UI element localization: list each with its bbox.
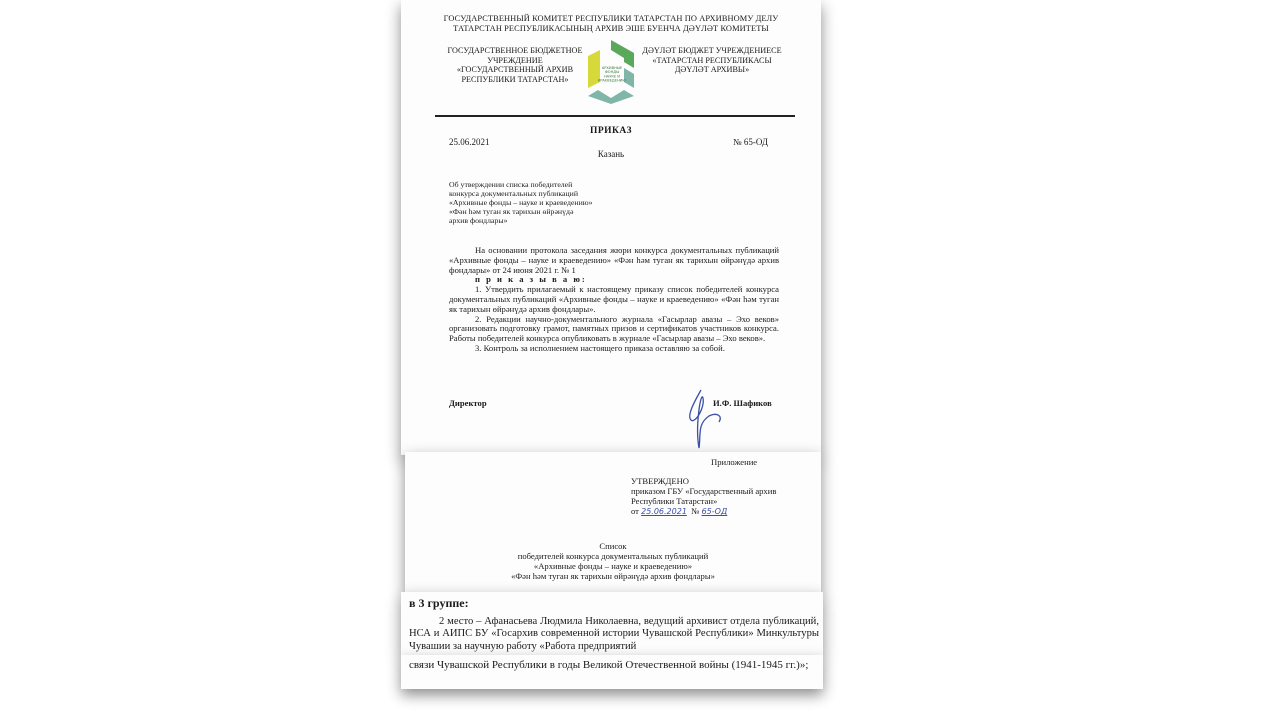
list-title: Список — [599, 541, 627, 551]
handwritten-number: 65-ОД — [701, 507, 728, 516]
annex-page — [405, 452, 821, 592]
order-body — [449, 246, 779, 354]
handwritten-date: 25.06.2021 — [641, 507, 687, 516]
logo-text: АРХИВНЫЕ ФОНДЫ НАУКЕ И КРАЕВЕДЕНИЮ — [597, 66, 627, 83]
subject-line: архив фондлары» — [449, 216, 508, 225]
winner-entry: 2 место – Афанасьева Людмила Николаевна, ведущий архивист отдела публикаций, НСА и АИПС БУ «Госархив современной истории Чувашской Республики» Минкультуры Чувашии за научную работу «Работа предприятий — [409, 616, 819, 652]
approval-block — [631, 476, 801, 517]
committee-header-tt: ТАТАРСТАН РЕСПУБЛИКАСЫНЫҢ АРХИВ ЭШЕ БУЕНЧА ДӘҮЛӘТ КОМИТЕТЫ — [453, 23, 769, 33]
approval-date-line — [631, 506, 801, 517]
approved-stamp: УТВЕРЖДЕНО — [631, 476, 690, 486]
winner-entry-continued: связи Чувашской Республики в годы Великой Отечественной войны (1941-1945 гг.)»; — [409, 659, 809, 671]
document-title: ПРИКАЗ — [589, 126, 633, 136]
number-prefix: № — [691, 506, 700, 516]
group-heading: в 3 группе: — [409, 596, 469, 610]
committee-header — [401, 14, 821, 33]
director-name: И.Ф. Шафиков — [713, 398, 772, 408]
command-word: п р и к а з ы в а ю: — [475, 274, 587, 285]
archive-logo-icon — [584, 38, 638, 106]
order-item-2: 2. Редакции научно-документального журнала «Гасырлар авазы – Эхо веков» организовать подготовку грамот, памятных призов и сертификатов участников конкурса. Работы победителей конкурса опубликовать в журнале «Гасырлар авазы – Эхо веков». — [449, 313, 779, 344]
excerpt-text — [409, 616, 819, 653]
order-item-3: 3. Контроль за исполнением настоящего приказа оставляю за собой. — [475, 342, 725, 353]
director-label: Директор — [449, 398, 487, 408]
org-name-left: ГОСУДАРСТВЕННОЕ БЮДЖЕТНОЕ УЧРЕЖДЕНИЕ «ГОСУДАРСТВЕННЫЙ АРХИВ РЕСПУБЛИКИ ТАТАРСТАН» — [447, 46, 583, 84]
subject-line: Об утверждении списка победителей — [449, 180, 573, 189]
order-city: Казань — [597, 149, 625, 159]
list-contest-name-tt: «Фән һәм туган як тарихын өйрәнүдә архив фондлары» — [511, 571, 715, 581]
approved-by-order: приказом ГБУ «Государственный архив Республики Татарстан» — [631, 486, 777, 506]
list-heading — [405, 541, 821, 581]
order-subject — [449, 180, 649, 225]
order-number: № 65-ОД — [733, 137, 769, 147]
org-name-right: ДӘҮЛӘТ БЮДЖЕТ УЧРЕЖДЕНИЕСЕ «ТАТАРСТАН РЕСПУБЛИКАСЫ ДӘҮЛӘТ АРХИВЫ» — [642, 46, 782, 74]
header-divider — [435, 115, 795, 117]
list-subtitle: победителей конкурса документальных публикаций — [517, 551, 709, 561]
order-item-1: 1. Утвердить прилагаемый к настоящему приказу список победителей конкурса документальных публикаций «Архивные фонды – науке и краеведению» «Фән һәм туган як тарихын өйрәнүдә архив фондлары». — [449, 284, 779, 314]
signature-icon — [679, 386, 729, 450]
subject-line: «Архивные фонды – науке и краеведению» — [449, 198, 593, 207]
order-date: 25.06.2021 — [449, 137, 490, 147]
excerpt-strip-continued — [401, 655, 823, 689]
subject-line: «Фән һәм туган як тарихын өйрәнүдә — [449, 207, 574, 216]
list-contest-name-ru: «Архивные фонды – науке и краеведению» — [533, 561, 693, 571]
from-prefix: от — [631, 506, 639, 516]
excerpt-strip — [401, 592, 823, 655]
committee-header-ru: ГОСУДАРСТВЕННЫЙ КОМИТЕТ РЕСПУБЛИКИ ТАТАРСТАН ПО АРХИВНОМУ ДЕЛУ — [443, 14, 779, 23]
order-page — [401, 0, 821, 455]
subject-line: конкурса документальных публикаций — [449, 189, 578, 198]
basis-paragraph: На основании протокола заседания жюри конкурса документальных публикаций «Архивные фонды – науке и краеведению» «Фән һәм туган як тарихын өйрәнүдә архив фондлары» от 24 июня 2021 г. № 1 — [449, 245, 779, 275]
annex-label: Приложение — [711, 457, 758, 467]
